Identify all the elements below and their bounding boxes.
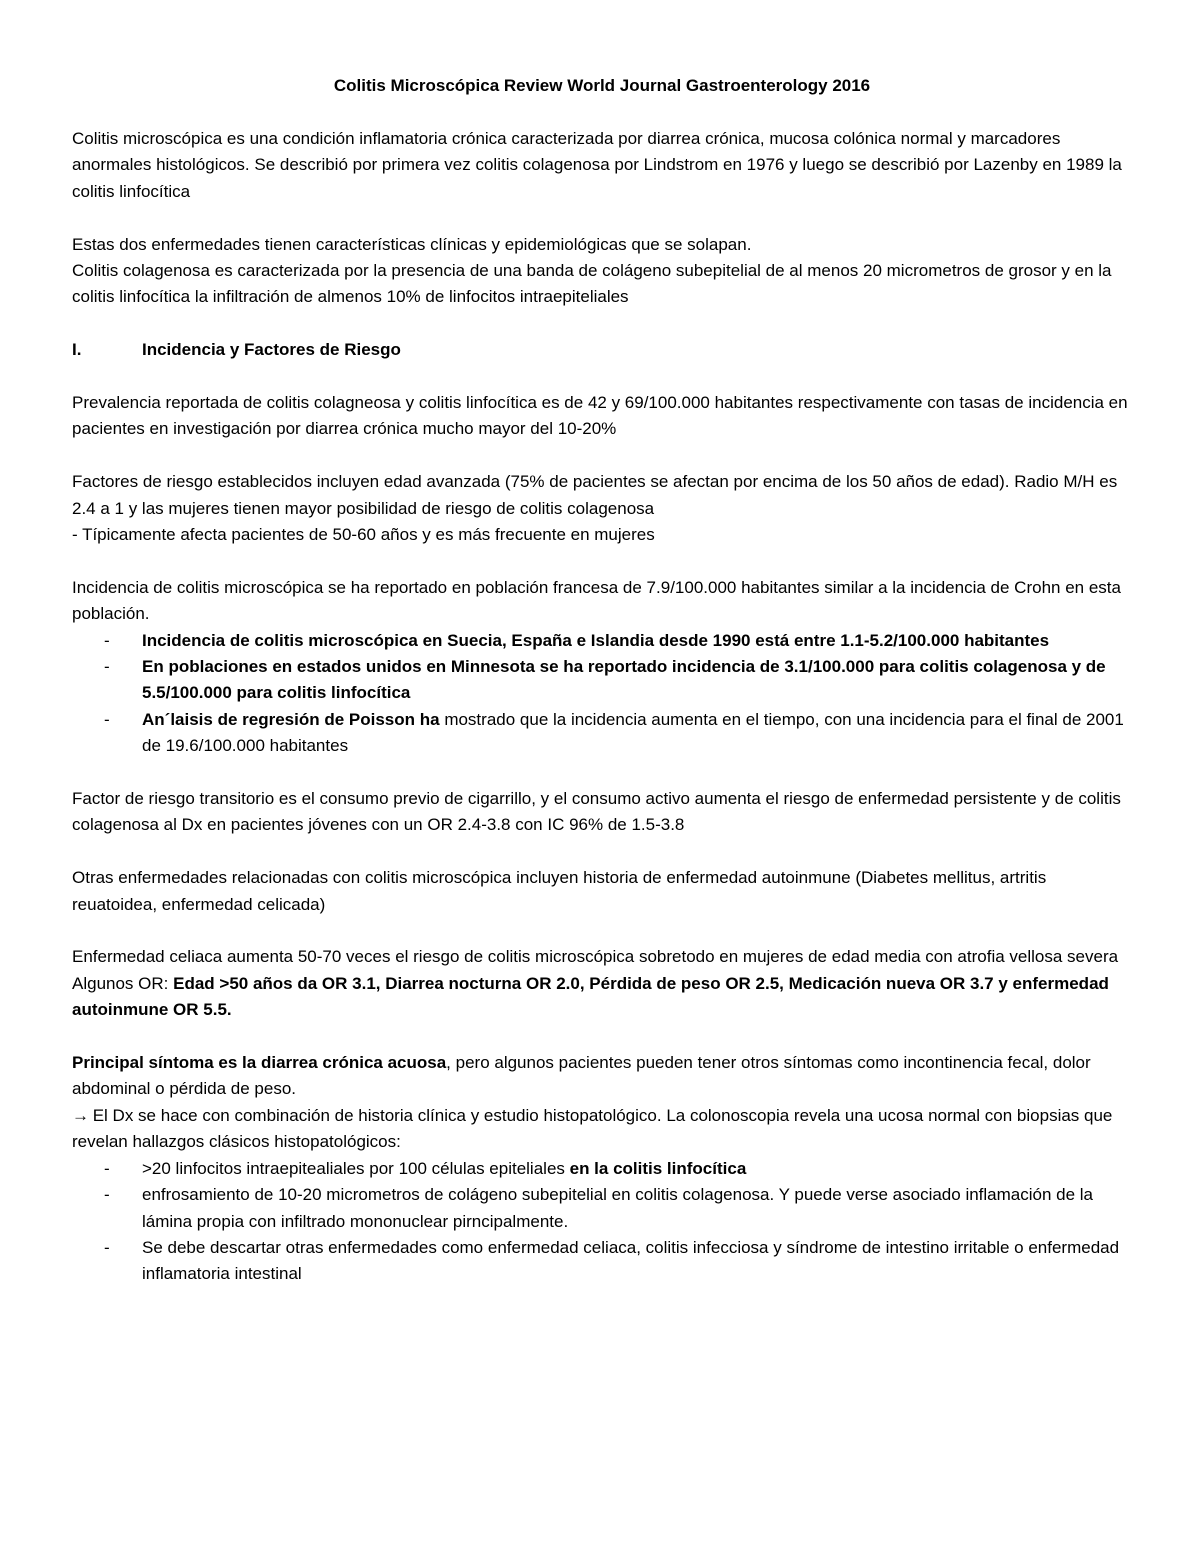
spacer [72, 205, 1132, 231]
list-item [72, 1182, 1132, 1235]
overlap-paragraph: Estas dos enfermedades tienen características clínicas y epidemiológicas que se solapan. [72, 234, 752, 254]
list-item [72, 707, 1132, 760]
spacer [72, 311, 1132, 337]
list-item [72, 628, 1132, 654]
risk-factors-paragraph: Factores de riesgo establecidos incluyen edad avanzada (75% de pacientes se afectan por encima de los 50 años de edad). Radio M/H es 2.4 a 1 y las mujeres tienen mayor posibilidad de riesgo de colitis colagenosa [72, 472, 1118, 518]
spacer [72, 918, 1132, 944]
diagnosis-paragraph [72, 1103, 1132, 1156]
list-item [72, 1235, 1132, 1288]
collagenous-definition-paragraph: Colitis colagenosa es caracterizada por la presencia de una banda de colágeno subepitelial de al menos 20 micrometros de grosor y en la colitis linfocítica la infiltración de almenos 10% de linfocitos intraepiteliales [72, 261, 1112, 307]
spacer [72, 760, 1132, 786]
spacer [72, 839, 1132, 865]
odds-ratio-prefix: Algunos OR: [72, 973, 174, 993]
dash-bullet: - [104, 657, 110, 677]
spacer [72, 443, 1132, 469]
spacer [72, 548, 1132, 574]
list-item-bold-text: en la colitis linfocítica [569, 1158, 747, 1178]
prevalence-paragraph: Prevalencia reportada de colitis colagneosa y colitis linfocítica es de 42 y 69/100.000 habitantes respectivamente con tasas de incidencia en pacientes en investigación por diarrea crónica mucho mayor del 10-20% [72, 393, 1128, 439]
diagnosis-text: El Dx se hace con combinación de historia clínica y estudio histopatológico. La colonoscopia revela una ucosa normal con biopsias que revelan hallazgos clásicos histopatológicos: [72, 1105, 1113, 1152]
section-title: Incidencia y Factores de Riesgo [142, 340, 401, 360]
dash-bullet: - [104, 1237, 110, 1257]
symptom-paragraph [72, 1050, 1132, 1103]
other-diseases-paragraph: Otras enfermedades relacionadas con colitis microscópica incluyen historia de enfermedad autoinmune (Diabetes mellitus, artritis reuatoidea, enfermedad celicada) [72, 868, 1047, 914]
list-item [72, 654, 1132, 707]
typically-line: - Típicamente afecta pacientes de 50-60 años y es más frecuente en mujeres [72, 525, 655, 545]
spacer [72, 364, 1132, 390]
incidence-list [72, 628, 1132, 760]
dash-bullet: - [104, 1185, 110, 1205]
celiac-paragraph: Enfermedad celiaca aumenta 50-70 veces el riesgo de colitis microscópica sobretodo en mujeres de edad media con atrofia vellosa severa [72, 947, 1119, 967]
symptom-text: , pero algunos pacientes pueden tener otros síntomas como incontinencia fecal, dolor abdominal o pérdida de peso. [72, 1053, 1091, 1099]
odds-ratio-values: Edad >50 años da OR 3.1, Diarrea nocturna OR 2.0, Pérdida de peso OR 2.5, Medicación nueva OR 3.7 y enfermedad autoinmune OR 5.5. [72, 973, 1109, 1020]
list-item-text: >20 linfocitos intraepitealiales por 100 células epiteliales [142, 1158, 570, 1178]
list-item-bold-text: An´laisis de regresión de Poisson ha [142, 709, 440, 729]
smoking-paragraph: Factor de riesgo transitorio es el consumo previo de cigarrillo, y el consumo activo aumenta el riesgo de enfermedad persistente y de colitis colagenosa al Dx en pacientes jóvenes con un OR 2.4-3.8 con IC 96% de 1.5-3.8 [72, 789, 1121, 835]
symptom-bold-text: Principal síntoma es la diarrea crónica acuosa [72, 1053, 447, 1073]
intro-paragraph: Colitis microscópica es una condición inflamatoria crónica caracterizada por diarrea crónica, mucosa colónica normal y marcadores anormales histológicos. Se describió por primera vez colitis colagenosa por Lindstrom en 1976 y luego se describió por Lazenby en 1989 la colitis linfocítica [72, 129, 1122, 201]
odds-ratio-paragraph [72, 971, 1132, 1024]
section-number: I. [72, 340, 82, 360]
document-title: Colitis Microscópica Review World Journal Gastroenterology 2016 [333, 76, 871, 95]
dash-bullet: - [104, 630, 110, 650]
incidence-paragraph: Incidencia de colitis microscópica se ha reportado en población francesa de 7.9/100.000 habitantes similar a la incidencia de Crohn en esta población. [72, 577, 1121, 624]
list-item-text: Se debe descartar otras enfermedades como enfermedad celiaca, colitis infecciosa y síndrome de intestino irritable o enfermedad inflamatoria intestinal [142, 1237, 1120, 1284]
dash-bullet: - [104, 709, 110, 729]
dash-bullet: - [104, 1158, 110, 1178]
list-item-text: Incidencia de colitis microscópica en Suecia, España e Islandia desde 1990 está entre 1.1-5.2/100.000 habitantes [142, 630, 1050, 650]
diagnosis-list [72, 1156, 1132, 1288]
list-item-text: mostrado que la incidencia aumenta en el tiempo, con una incidencia para el final de 2001 de 19.6/100.000 habitantes [142, 709, 1124, 756]
section-heading [72, 337, 1132, 363]
spacer [72, 1024, 1132, 1050]
list-item-text: enfrosamiento de 10-20 micrometros de colágeno subepitelial en colitis colagenosa. Y puede verse asociado inflamación de la lámina propia con infiltrado mononuclear pirncipalmente. [142, 1185, 1094, 1231]
list-item [72, 1156, 1132, 1182]
document-page [72, 72, 1132, 1288]
arrow-right-icon: → [72, 1105, 89, 1125]
list-item-text: En poblaciones en estados unidos en Minnesota se ha reportado incidencia de 3.1/100.000 para colitis colagenosa y de 5.5/100.000 para colitis linfocítica [142, 657, 1106, 703]
